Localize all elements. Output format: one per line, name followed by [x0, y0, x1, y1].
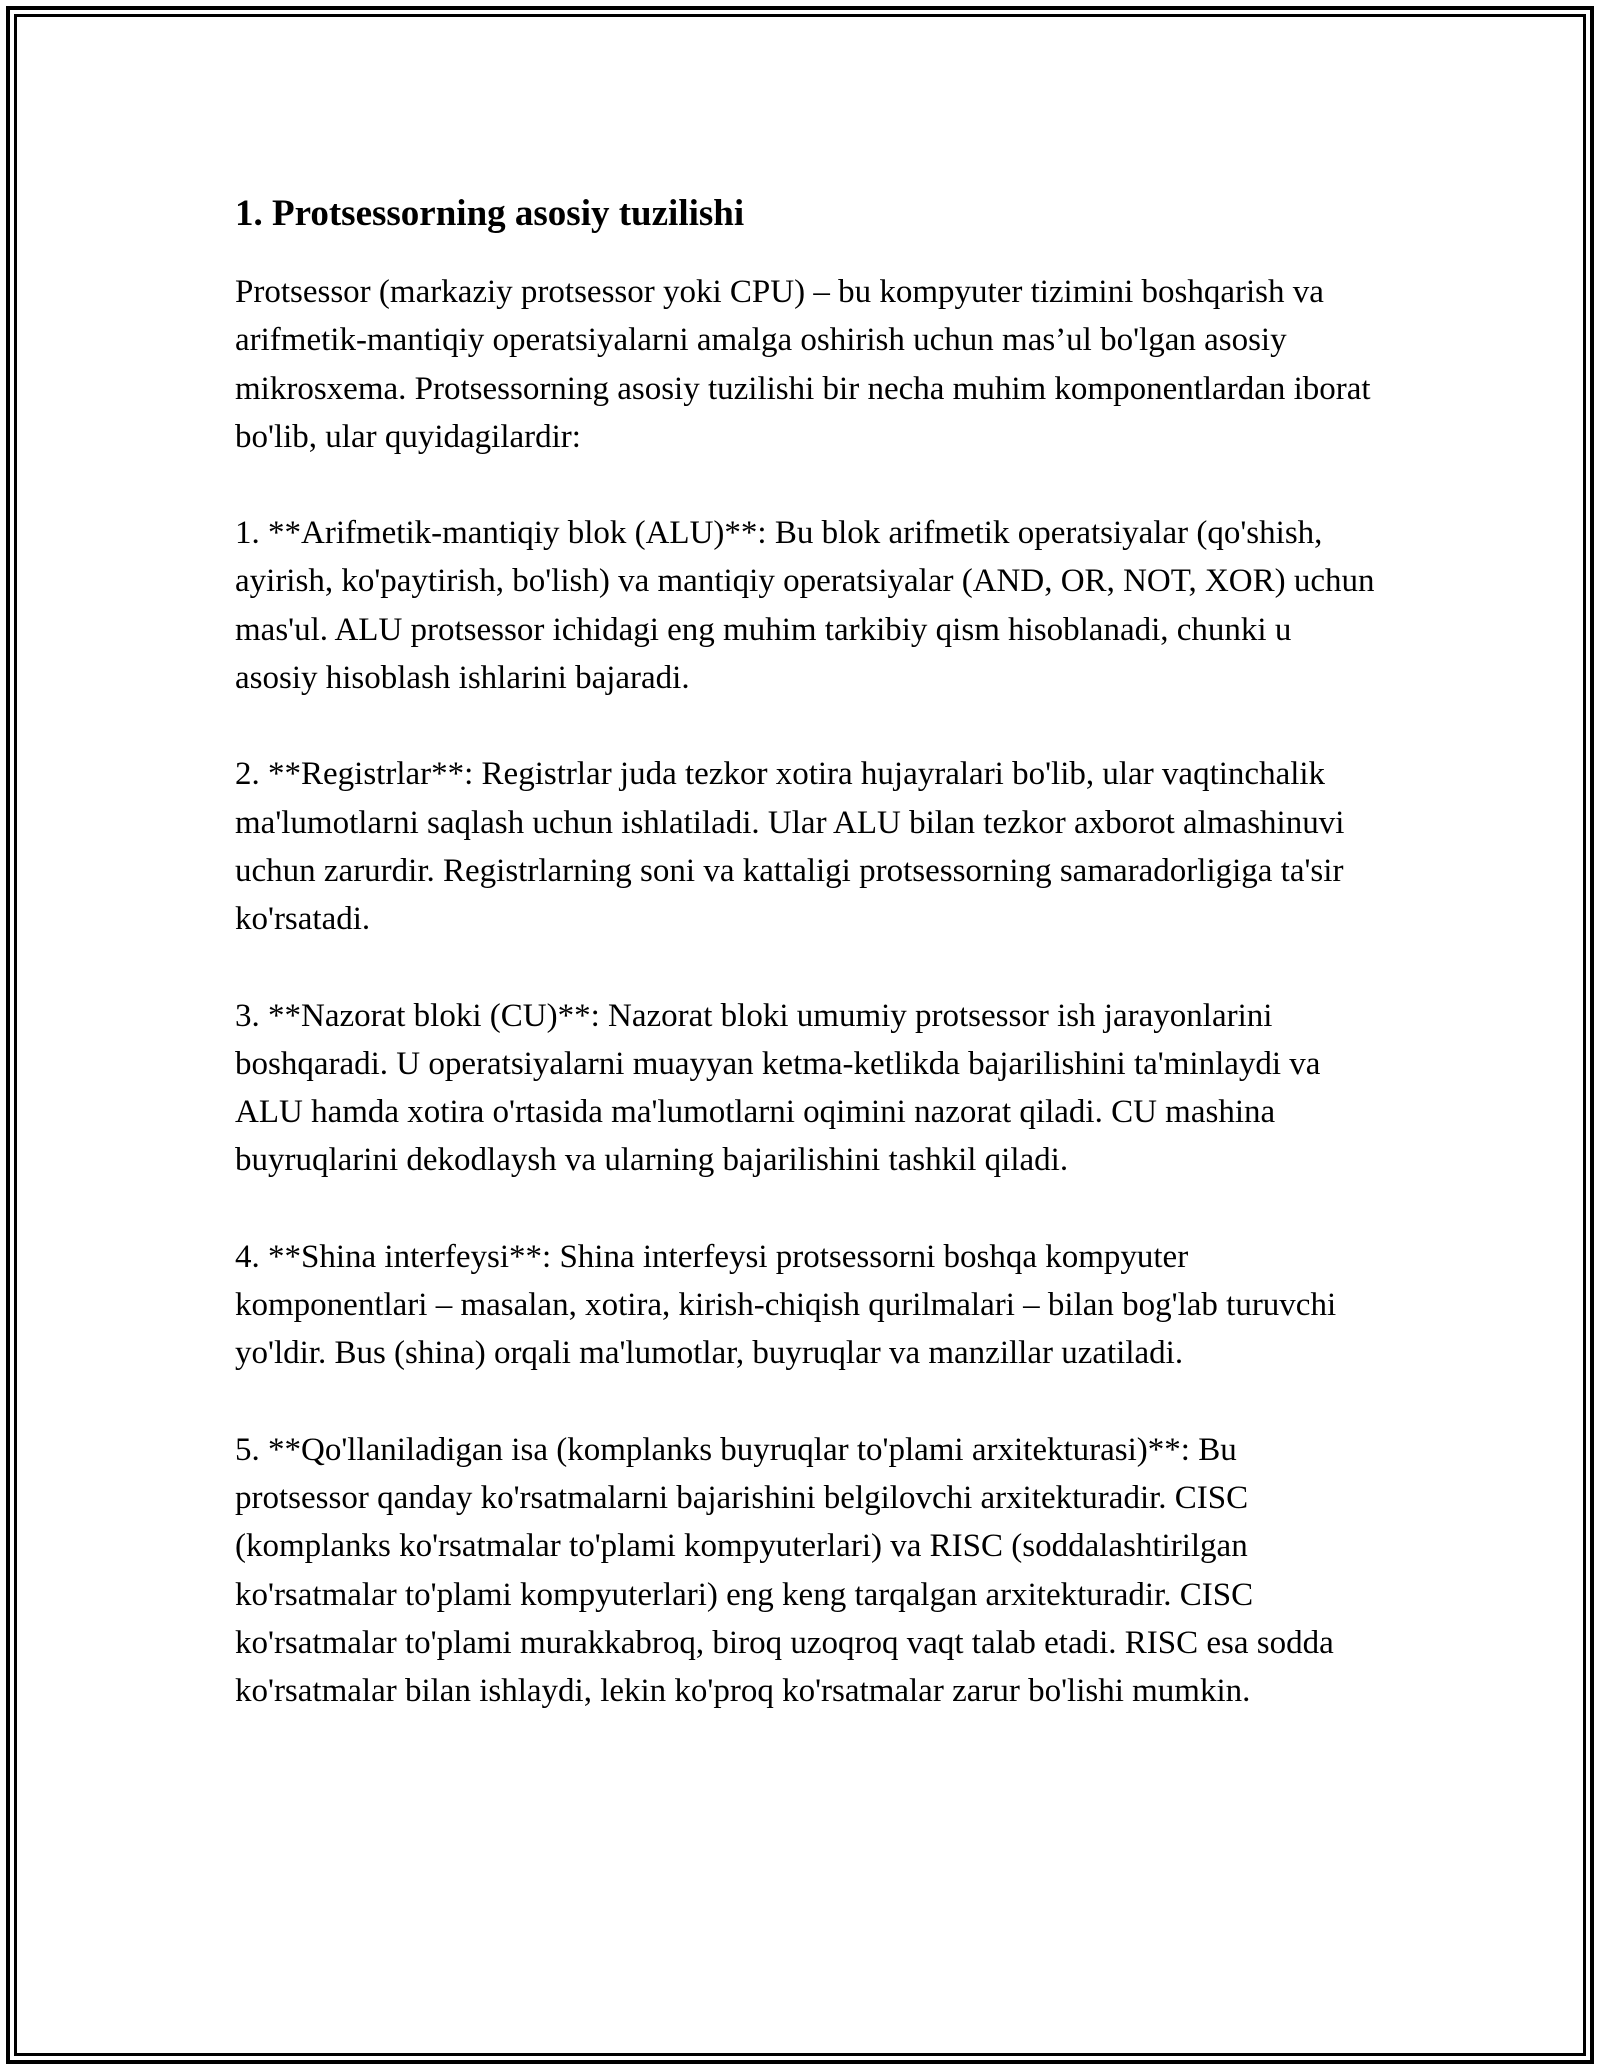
registers-paragraph: 2. **Registrlar**: Registrlar juda tezkor xotira hujayralari bo'lib, ular vaqtinchalik ma'lumotlarni saqlash uchun ishlatiladi. Ular ALU bilan tezkor axborot almashinuvi uchun zarurdir. Registrlarning soni va kattaligi protsessorning samaradorligiga ta'sir ko'rsatadi. [235, 756, 1345, 938]
intro-paragraph: Protsessor (markaziy protsessor yoki CPU) – bu kompyuter tizimini boshqarish va arifmetik-mantiqiy operatsiyalarni amalga oshirish uchun mas’ul bo'lgan asosiy mikrosxema. Protsessorning asosiy tuzilishi bir necha muhim komponentlardan iborat bo'lib, ular quyidagilardir: [235, 274, 1371, 455]
isa-paragraph: 5. **Qo'llaniladigan isa (komplanks buyruqlar to'plami arxitekturasi)**: Bu protsessor qanday ko'rsatmalarni bajarishini belgilovchi arxitekturadir. CISC (komplanks ko'rsatmalar to'plami kompyuterlari) va RISC (soddalashtirilgan ko'rsatmalar to'plami kompyuterlari) eng keng tarqalgan arxitekturadir. CISC ko'rsatmalar to'plami murakkabroq, biroq uzoqroq vaqt talab etadi. RISC esa sodda ko'rsatmalar bilan ishlaydi, lekin ko'proq ko'rsatmalar zarur bo'lishi mumkin. [235, 1431, 1334, 1710]
section-title: 1. Protsessorning asosiy tuzilishi [235, 193, 745, 234]
document-content [235, 186, 1375, 1715]
control-unit-paragraph: 3. **Nazorat bloki (CU)**: Nazorat bloki umumiy protsessor ish jarayonlarini boshqaradi. U operatsiyalarni muayyan ketma-ketlikda bajarilishini ta'minlaydi va ALU hamda xotira o'rtasida ma'lumotlarni oqimini nazorat qiladi. CU mashina buyruqlarini dekodlaysh va ularning bajarilishini tashkil qiladi. [235, 997, 1321, 1179]
bus-interface-paragraph: 4. **Shina interfeysi**: Shina interfeysi protsessorni boshqa kompyuter komponentlari – masalan, xotira, kirish-chiqish qurilmalari – bilan bog'lab turuvchi yo'ldir. Bus (shina) orqali ma'lumotlar, buyruqlar va manzillar uzatiladi. [235, 1238, 1337, 1372]
alu-paragraph: 1. **Arifmetik-mantiqiy blok (ALU)**: Bu blok arifmetik operatsiyalar (qo'shish, ayirish, ko'paytirish, bo'lish) va mantiqiy operatsiyalar (AND, OR, NOT, XOR) uchun mas'ul. ALU protsessor ichidagi eng muhim tarkibiy qism hisoblanadi, chunki u asosiy hisoblash ishlarini bajaradi. [235, 515, 1375, 697]
